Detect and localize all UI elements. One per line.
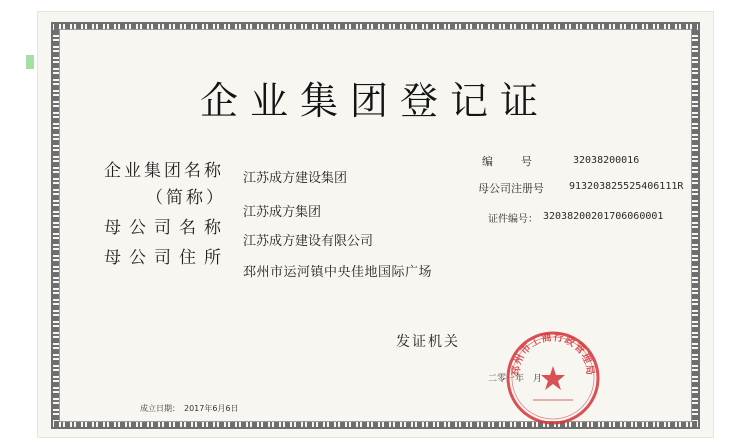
certificate-title: 企业集团登记证 (199, 79, 550, 123)
issuing-authority-label: 发证机关 (396, 334, 460, 350)
parent-address-value: 邳州市运河镇中央佳地国际广场 (243, 265, 433, 280)
issue-date: 二零一年 月 (488, 374, 543, 384)
seal-text: 邳州市工商行政管理局 (510, 332, 596, 377)
margin-marker (26, 55, 34, 69)
registration-label: 母公司注册号 (478, 182, 544, 195)
establishment-date: 成立日期： 2017年6月6日 (140, 404, 239, 413)
parent-name-label: 母公司名称 (104, 218, 229, 238)
registration-value: 913203825525406111R (569, 181, 684, 192)
short-name-label: （简称） (146, 188, 226, 208)
certificate-number-label: 证件编号： (488, 214, 538, 225)
number-value: 32038200016 (573, 155, 640, 166)
group-name-label: 企业集团名称 (104, 161, 224, 181)
parent-name-value: 江苏成方建设有限公司 (243, 234, 374, 249)
parent-address-label: 母公司住所 (104, 248, 229, 268)
group-name-value: 江苏成方建设集团 (243, 171, 348, 186)
official-seal-icon (503, 328, 603, 428)
number-label: 编 号 (482, 155, 534, 168)
certificate-number-value: 32038200201706060001 (543, 211, 664, 222)
short-name-value: 江苏成方集团 (243, 205, 322, 220)
